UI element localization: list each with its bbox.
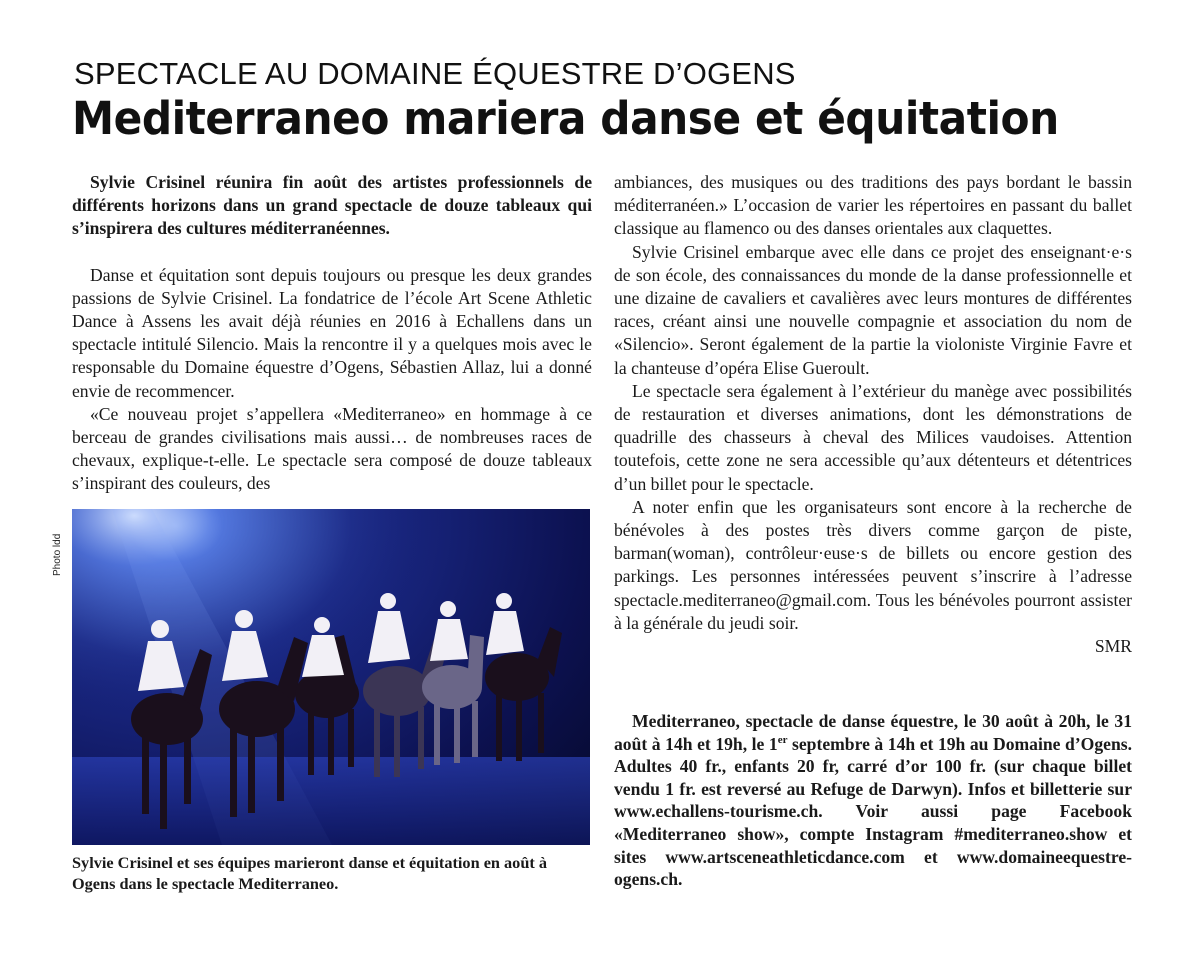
article-lead: Sylvie Crisinel réunira fin août des artistes professionnels de différents horizons dans un grand spectacle de douze tableaux qui s’inspirera des cultures méditerranéennes. [72,172,592,239]
event-info-part: Mediterraneo, spectacle de danse équestre, le 30 août à 20h, le 31 août à 14h et 19h, le 1 [614,711,1132,754]
photo-credit [52,516,66,576]
photo-caption: Sylvie Crisinel et ses équipes marieront danse et équitation en août à Ogens dans le spectacle Mediterraneo. [72,853,548,893]
body-paragraph: Sylvie Crisinel embarque avec elle dans ce projet des enseignant·e·s de son école, des connaissances du monde de la danse professionnelle et une dizaine de cavaliers et cavalières avec leurs montures de différentes races, créant ainsi une nouvelle compagnie et association du nom de «Silencio». Seront également de la partie la violoniste Virginie Favre et la chanteuse d’opéra Elise Gueroult. [614,241,1132,378]
event-info-text [614,710,1132,891]
body-paragraph: «Ce nouveau projet s’appellera «Mediterraneo» en hommage à ce berceau de grandes civilisations mais aussi… de nombreuses races de chevaux, explique-t-elle. Le spectacle sera composé de douze tableaux s’inspirant des couleurs, des [72,403,592,494]
body-paragraph: ambiances, des musiques ou des traditions des pays bordant le bassin méditerranéen.» L’occasion de varier les répertoires en passant du ballet classique au flamenco ou des danses orientales aux claquettes. [614,172,1132,239]
article-kicker: SPECTACLE AU DOMAINE ÉQUESTRE D’OGENS [74,56,796,91]
event-info-box [614,710,1132,891]
photo-credit-text: Photo ldd [52,533,63,576]
left-column [72,171,592,496]
right-column [614,171,1132,658]
article-headline: Mediterraneo mariera danse et équitation [72,92,1059,145]
author-signature: SMR [1094,636,1132,657]
event-info-part: septembre à 14h et 19h au Domaine d’Ogens. Adultes 40 fr., enfants 20 fr, carré d’or 100 fr. (sur chaque billet vendu 1 fr. est reversé au Refuge de Darwyn). Infos et billetterie sur www.echallens-tourisme.ch. Voir aussi page Facebook «Mediterraneo show», compte Instagram #mediterraneo.show et sites www.artsceneathleticdance.com et www.domaineequestre-ogens.ch. [614,733,1132,890]
event-info-superscript: er [777,733,788,746]
body-paragraph: Le spectacle sera également à l’extérieur du manège avec possibilités de restauration et diverses animations, dont les démonstrations de quadrille des chasseurs à cheval des Milices vaudoises. Attention toutefois, cette zone ne sera accessible qu’aux détenteurs et détentrices d’un billet pour le spectacle. [614,380,1132,494]
riders-on-horses-illustration [72,509,590,845]
body-paragraph: A noter enfin que les organisateurs sont encore à la recherche de bénévoles à des postes très divers comme garçon de piste, barman(woman), contrôleur·euse·s de billets ou encore gestion des parkings. Les personnes intéressées peuvent s’inscrire à l’adresse spectacle.mediterraneo@gmail.com. Tous les bénévoles pourront assister à la générale du jeudi soir. [614,496,1132,633]
body-paragraph: Danse et équitation sont depuis toujours ou presque les deux grandes passions de Sylvie Crisinel. La fondatrice de l’école Art Scene Athletic Dance à Assens les avait déjà réunies en 2016 à Echallens dans un spectacle intitulé Silencio. Mais la rencontre il y a quelques mois avec le responsable du Domaine équestre d’Ogens, Sébastien Allaz, lui a donné envie de recommencer. [72,264,592,401]
article-photo [72,509,590,845]
